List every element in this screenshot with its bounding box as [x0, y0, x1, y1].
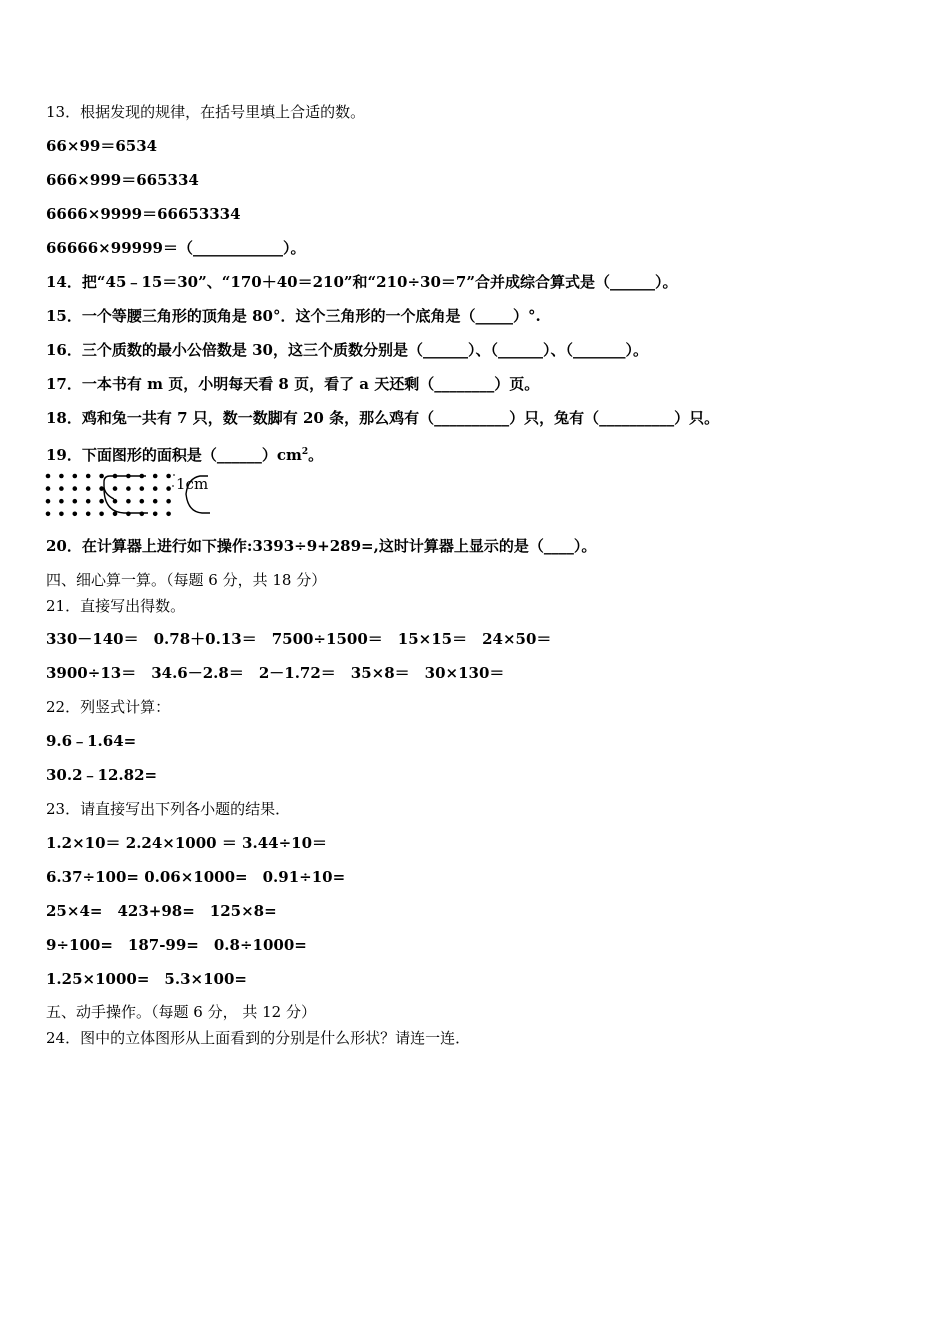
grid-dot [46, 474, 51, 479]
q13-line-1: 66×99＝6534 [46, 137, 158, 155]
q24: 24．图中的立体图形从上面看到的分别是什么形状？请连一连． [46, 1029, 471, 1047]
q13-line-3: 6666×9999＝66653334 [46, 205, 241, 223]
grid-dot [73, 486, 78, 491]
q19-sup: 2 [301, 447, 309, 457]
grid-dot [153, 474, 158, 479]
q22-prompt: 22．列竖式计算： [46, 698, 171, 716]
grid-dot [86, 499, 91, 504]
grid-dot [166, 474, 171, 479]
section-5-heading: 五、动手操作。（每题 6 分， 共 12 分） [46, 1003, 316, 1021]
q16: 16．三个质数的最小公倍数是 30，这三个质数分别是（______）、（______）、（_______）。 [46, 341, 648, 359]
dot-grid-figure [44, 472, 224, 524]
grid-dot [59, 474, 64, 479]
grid-dot [59, 499, 64, 504]
grid-dot [73, 474, 78, 479]
grid-dot [140, 486, 145, 491]
grid-dot [59, 486, 64, 491]
grid-dot [126, 499, 131, 504]
q22-item-1: 9.6﹣1.64= [46, 732, 137, 750]
grid-dot [140, 499, 145, 504]
grid-dot [99, 474, 104, 479]
grid-dot [46, 499, 51, 504]
q19-prompt [46, 442, 323, 465]
grid-dot [166, 486, 171, 491]
grid-dot [86, 474, 91, 479]
grid-dot [166, 512, 171, 517]
q23-row-5: 1.25×1000= 5.3×100= [46, 970, 247, 988]
q23-row-1: 1.2×10＝ 2.24×1000 ＝ 3.44÷10＝ [46, 834, 328, 852]
q22-item-2: 30.2﹣12.82= [46, 766, 158, 784]
grid-dot [99, 486, 104, 491]
grid-dot [99, 499, 104, 504]
q19-text: 19．下面图形的面积是（______）cm [46, 446, 302, 464]
grid-dot [140, 512, 145, 517]
grid-dot [166, 499, 171, 504]
q13-line-2: 666×999＝665334 [46, 171, 199, 189]
q23-prompt: 23．请直接写出下列各小题的结果． [46, 800, 291, 818]
grid-dot [73, 499, 78, 504]
grid-dot [86, 512, 91, 517]
grid-dot [73, 512, 78, 517]
unit-label: 1cm [176, 475, 209, 493]
q18: 18．鸡和兔一共有 7 只，数一数脚有 20 条，那么鸡有（__________）只，兔有（__________）只。 [46, 409, 720, 427]
dot-grid-svg [44, 472, 224, 524]
grid-dot [126, 486, 131, 491]
q20: 20．在计算器上进行如下操作:3393÷9+289=,这时计算器上显示的是（____）。 [46, 537, 597, 555]
grid-dot [153, 486, 158, 491]
q23-row-4: 9÷100= 187-99= 0.8÷1000= [46, 936, 307, 954]
grid-dot [113, 499, 118, 504]
q21-row-1: 330－140＝ 0.78＋0.13＝ 7500÷1500＝ 15×15＝ 24×50＝ [46, 630, 552, 648]
grid-dot [126, 512, 131, 517]
grid-dot [153, 499, 158, 504]
q23-row-3: 25×4= 423+98= 125×8= [46, 902, 277, 920]
q19-tail: 。 [308, 446, 324, 464]
q17: 17．一本书有 m 页，小明每天看 8 页，看了 a 天还剩（________）页。 [46, 375, 540, 393]
q21-row-2: 3900÷13＝ 34.6－2.8＝ 2－1.72＝ 35×8＝ 30×130＝ [46, 664, 505, 682]
grid-dot [153, 512, 158, 517]
q13-line-4: 66666×99999＝（____________）。 [46, 239, 306, 257]
grid-dot [86, 486, 91, 491]
grid-dot [59, 512, 64, 517]
q14: 14．把“45﹣15＝30”、“170＋40＝210”和“210÷30＝7”合并成综合算式是（______）。 [46, 273, 678, 291]
q21-prompt: 21．直接写出得数。 [46, 597, 186, 615]
grid-dot [99, 512, 104, 517]
section-4-heading: 四、细心算一算。（每题 6 分，共 18 分） [46, 571, 327, 589]
grid-dot [46, 512, 51, 517]
q13-prompt: 13．根据发现的规律，在括号里填上合适的数。 [46, 103, 366, 121]
q23-row-2: 6.37÷100= 0.06×1000= 0.91÷10= [46, 868, 346, 886]
q15: 15．一个等腰三角形的顶角是 80°．这个三角形的一个底角是（_____）°. [46, 307, 541, 325]
grid-dot [113, 486, 118, 491]
grid-dot [46, 486, 51, 491]
